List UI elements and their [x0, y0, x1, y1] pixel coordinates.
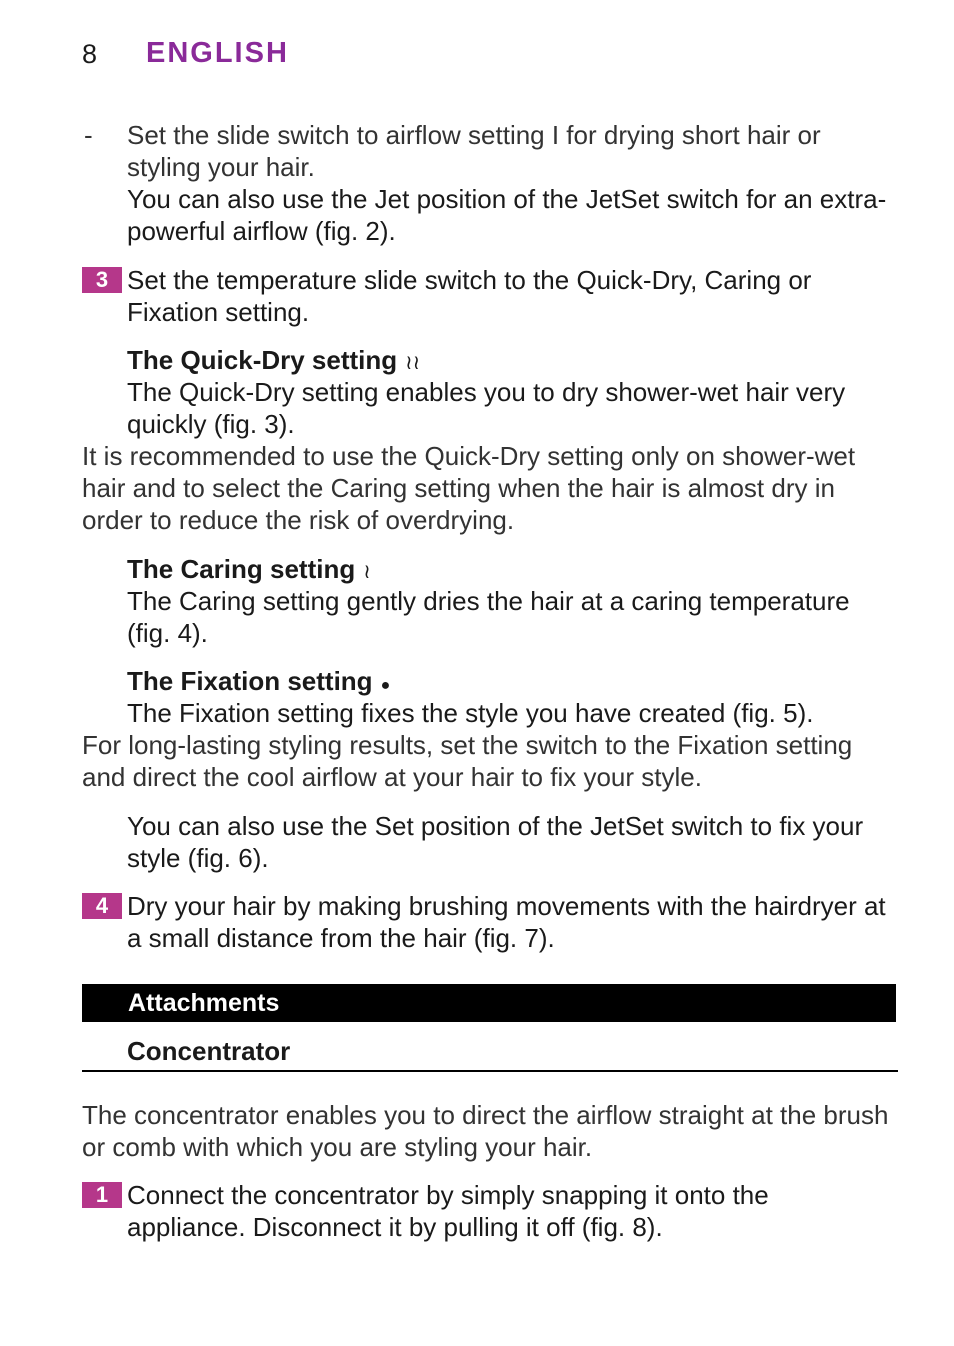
- bullet-dash: -: [84, 120, 93, 150]
- language-heading: ENGLISH: [146, 37, 289, 69]
- step-badge-3: 3: [82, 267, 122, 293]
- bullet-text: Set the slide switch to airflow setting I for drying short hair or styling your hair.: [127, 120, 821, 182]
- caring-heading-text: The Caring setting: [127, 554, 356, 584]
- concentrator-text: The concentrator enables you to direct the airflow straight at the brush or comb with which you are styling your hair.: [82, 1100, 889, 1162]
- fixation-text: The Fixation setting fixes the style you have created (fig. 5).: [127, 698, 814, 728]
- concentrator-heading: Concentrator: [127, 1036, 291, 1066]
- section-bar-attachments: [82, 984, 896, 1022]
- quick-dry-heading: [127, 344, 420, 379]
- quick-dry-text: The Quick-Dry setting enables you to dry shower-wet hair very quickly (fig. 3).: [127, 377, 846, 439]
- quick-dry-symbol-icon: ≀≀: [405, 352, 421, 374]
- divider: [82, 1070, 898, 1072]
- quick-dry-note: It is recommended to use the Quick-Dry setting only on shower-wet hair and to select the Caring setting when the hair is almost dry in order to reduce the risk of overdrying.: [82, 441, 856, 535]
- step-1-text: Connect the concentrator by simply snapping it onto the appliance. Disconnect it by pulling it off (fig. 8).: [127, 1180, 769, 1242]
- fixation-tip: You can also use the Set position of the JetSet switch to fix your style (fig. 6).: [127, 811, 864, 873]
- fixation-symbol-icon: ●: [380, 677, 391, 694]
- page-number: 8: [82, 39, 98, 69]
- step-badge-4: 4: [82, 893, 122, 919]
- caring-text: The Caring setting gently dries the hair at a caring temperature (fig. 4).: [127, 586, 850, 648]
- fixation-note: For long-lasting styling results, set the switch to the Fixation setting and direct the cool airflow at your hair to fix your style.: [82, 730, 853, 792]
- step-4-text: Dry your hair by making brushing movements with the hairdryer at a small distance from the hair (fig. 7).: [127, 891, 886, 953]
- bullet-note: You can also use the Jet position of the JetSet switch for an extra-powerful airflow (fig. 2).: [127, 184, 887, 246]
- step-badge-1: 1: [82, 1182, 122, 1208]
- quick-dry-heading-text: The Quick-Dry setting: [127, 345, 398, 375]
- attachments-title: Attachments: [128, 989, 280, 1017]
- step-3-text: Set the temperature slide switch to the Quick-Dry, Caring or Fixation setting.: [127, 265, 812, 327]
- fixation-heading-text: The Fixation setting: [127, 666, 373, 696]
- caring-symbol-icon: ≀: [363, 561, 371, 583]
- caring-heading: [127, 553, 371, 588]
